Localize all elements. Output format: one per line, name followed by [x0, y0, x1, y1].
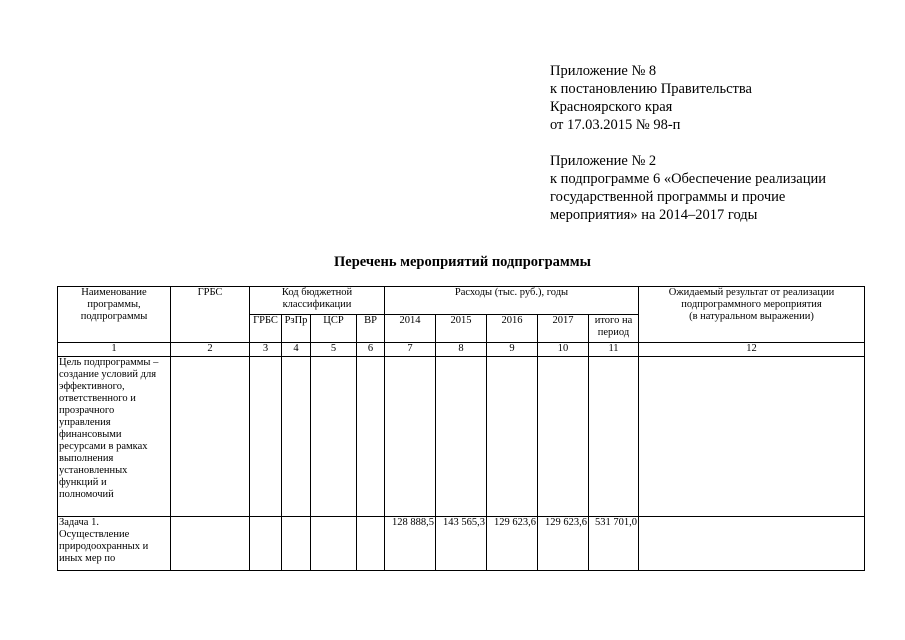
column-number: 10 [538, 343, 589, 357]
row-2016: 129 623,6 [487, 517, 538, 571]
subheader-grbs: ГРБС [250, 315, 282, 343]
header-name: Наименование программы, подпрограммы [58, 287, 171, 343]
appendix-8-line: Приложение № 8 [550, 63, 657, 79]
row-result [639, 357, 865, 517]
row-csr [311, 517, 357, 571]
row-name: Задача 1. Осуществление природоохранных и иных мер по [58, 517, 171, 571]
header-grbs: ГРБС [171, 287, 250, 343]
row-result [639, 517, 865, 571]
column-number: 6 [357, 343, 385, 357]
row-code-grbs [250, 517, 282, 571]
row-vr [357, 517, 385, 571]
column-number: 4 [282, 343, 311, 357]
spacer [550, 134, 880, 152]
row-2014 [385, 357, 436, 517]
appendix-8-line: от 17.03.2015 № 98-п [550, 117, 681, 133]
row-total: 531 701,0 [589, 517, 639, 571]
subheader-csr: ЦСР [311, 315, 357, 343]
column-number: 8 [436, 343, 487, 357]
appendix-8-block [550, 62, 880, 224]
subheader-2017: 2017 [538, 315, 589, 343]
row-2015: 143 565,3 [436, 517, 487, 571]
column-number: 7 [385, 343, 436, 357]
subheader-vr: ВР [357, 315, 385, 343]
appendix-2-line: мероприятия» на 2014–2017 годы [550, 207, 758, 223]
header-budget-code: Код бюджетной классификации [250, 287, 385, 315]
subheader-rzpr: РзПр [282, 315, 311, 343]
row-name: Цель подпрограммы – создание условий для эффективного, ответственного и прозрачного управления финансовыми ресурсами в рамках выполнения установленных функций и полномочий [58, 357, 171, 517]
row-code-grbs [250, 357, 282, 517]
document-title: Перечень мероприятий подпрограммы [334, 254, 591, 270]
appendix-8-line: Красноярского края [550, 99, 673, 115]
row-csr [311, 357, 357, 517]
appendix-2-line: государственной программы и прочие [550, 189, 786, 205]
table-row [58, 357, 865, 517]
row-grbs [171, 357, 250, 517]
row-rzpr [282, 357, 311, 517]
activities-table [57, 286, 865, 571]
column-number: 11 [589, 343, 639, 357]
header-row-1 [58, 287, 865, 315]
column-number: 1 [58, 343, 171, 357]
subheader-2015: 2015 [436, 315, 487, 343]
header-expenses: Расходы (тыс. руб.), годы [385, 287, 639, 315]
row-total [589, 357, 639, 517]
row-2017 [538, 357, 589, 517]
column-number: 3 [250, 343, 282, 357]
header-expected-result: Ожидаемый результат от реализации подпрограммного мероприятия (в натуральном выражении) [639, 287, 865, 343]
table-row [58, 517, 865, 571]
column-number: 2 [171, 343, 250, 357]
subheader-2014: 2014 [385, 315, 436, 343]
appendix-8-line: к постановлению Правительства [550, 81, 752, 97]
subheader-total: итого на период [589, 315, 639, 343]
row-2015 [436, 357, 487, 517]
row-2014: 128 888,5 [385, 517, 436, 571]
column-number: 9 [487, 343, 538, 357]
row-grbs [171, 517, 250, 571]
appendix-2-line: к подпрограмме 6 «Обеспечение реализации [550, 171, 826, 187]
column-number: 5 [311, 343, 357, 357]
column-number-row [58, 343, 865, 357]
subheader-2016: 2016 [487, 315, 538, 343]
appendix-2-line: Приложение № 2 [550, 153, 657, 169]
row-2017: 129 623,6 [538, 517, 589, 571]
column-number: 12 [639, 343, 865, 357]
row-2016 [487, 357, 538, 517]
row-vr [357, 357, 385, 517]
row-rzpr [282, 517, 311, 571]
